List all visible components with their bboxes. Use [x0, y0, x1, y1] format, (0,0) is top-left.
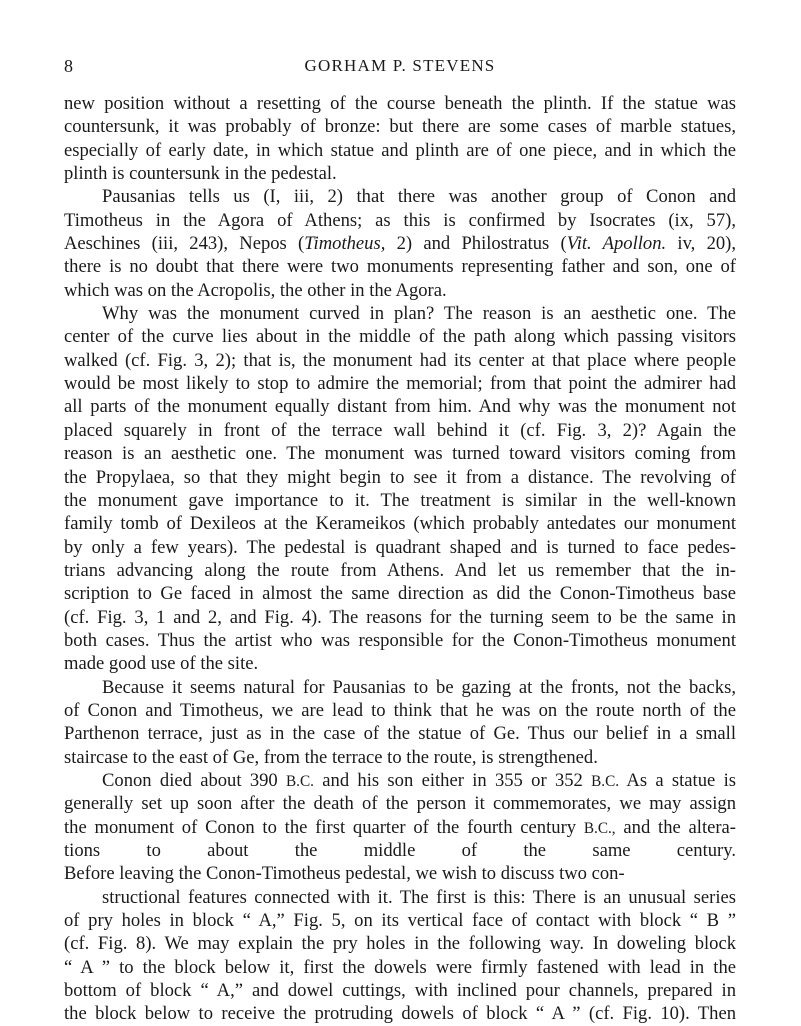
text-line	[64, 699, 736, 722]
text-run: trians advancing along the route from Athens. And let us remember that the in-	[64, 559, 736, 581]
text-run: the monument gave importance to it. The treatment is similar in the well-known	[64, 489, 736, 511]
text-line	[64, 209, 736, 232]
text-run: “ A ” to the block below it, first the dowels were firmly fastened with lead in the	[64, 956, 736, 978]
text-line	[64, 932, 736, 955]
text-line	[64, 792, 736, 815]
text-line	[64, 582, 736, 605]
text-line	[64, 956, 736, 979]
text-line	[64, 255, 736, 278]
text-run: Timotheus in the Agora of Athens; as this is confirmed by Isocrates (ix, 57),	[64, 209, 736, 231]
text-line	[64, 769, 736, 792]
text-line	[64, 419, 736, 442]
italic-text: Timotheus,	[304, 233, 386, 255]
text-line	[64, 442, 736, 465]
text-run: plinth is countersunk in the pedestal.	[64, 163, 337, 185]
text-line	[64, 629, 736, 652]
text-run: placed squarely in front of the terrace wall behind it (cf. Fig. 3, 2)? Again the	[64, 419, 736, 441]
text-line	[64, 92, 736, 115]
text-run: As a statue is	[619, 769, 736, 791]
text-run: 2) and Philostratus (	[385, 233, 567, 255]
text-run: made good use of the site.	[64, 653, 259, 675]
text-run: staircase to the east of Ge, from the terrace to the route, is strengthened.	[64, 746, 598, 768]
text-run: structional features connected with it. The first is this: There is an unusual series	[102, 886, 736, 908]
text-run: all parts of the monument equally distant from him. And why was the monument not	[64, 396, 736, 418]
text-line	[64, 466, 736, 489]
text-line	[64, 676, 736, 699]
text-run: both cases. Thus the artist who was responsible for the Conon-Timotheus monument	[64, 629, 736, 651]
text-line	[64, 395, 736, 418]
text-line	[64, 722, 736, 745]
small-caps-text: B.C.,	[583, 819, 616, 837]
text-line	[64, 536, 736, 559]
text-run: new position without a resetting of the course beneath the plinth. If the statue was	[64, 93, 736, 114]
text-line	[64, 115, 736, 138]
text-line	[64, 162, 736, 185]
text-run: which was on the Acropolis, the other in the Agora.	[64, 279, 447, 301]
text-run: reason is an aesthetic one. The monument was turned toward visitors coming from	[64, 443, 736, 465]
text-line	[64, 909, 736, 932]
text-run: the monument of Conon to the first quarter of the fourth century	[64, 816, 584, 838]
text-run: (cf. Fig. 3, 1 and 2, and Fig. 4). The reasons for the turning seem to be the same in	[64, 606, 736, 628]
body-text	[64, 92, 736, 1026]
text-run: especially of early date, in which statue and plinth are of one piece, and in which the	[64, 139, 736, 161]
text-run: Aeschines (iii, 243), Nepos (	[64, 233, 305, 255]
text-run: of pry holes in block “ A,” Fig. 5, on its vertical face of contact with block “ B ”	[64, 910, 736, 932]
page-number: 8	[64, 56, 73, 76]
text-run: Pausanias tells us (I, iii, 2) that there was another group of Conon and	[102, 186, 736, 208]
text-line	[64, 1002, 736, 1025]
text-run: countersunk, it was probably of bronze: but there are some cases of marble statues,	[64, 116, 736, 138]
text-line	[64, 325, 736, 348]
text-run: the block below to receive the protruding dowels of block “ A ” (cf. Fig. 10). Then	[64, 1003, 736, 1025]
text-run: generally set up soon after the death of the person it commemorates, we may assign	[64, 793, 736, 815]
text-line	[64, 372, 736, 395]
text-run: center of the curve lies about in the middle of the path along which passing visitors	[64, 326, 736, 348]
text-run: Parthenon terrace, just as in the case of the statue of Ge. Thus our belief in a small	[64, 723, 736, 745]
text-line	[64, 139, 736, 162]
text-line	[64, 279, 736, 302]
text-run: tions to about the middle of the same century.	[64, 840, 736, 861]
text-line	[64, 232, 736, 255]
small-caps-text: B.C.	[286, 772, 314, 790]
text-run: the Propylaea, so that they might begin to see it from a distance. The revolving of	[64, 466, 736, 488]
text-run: and the altera-	[615, 816, 736, 838]
text-line	[64, 349, 736, 372]
text-run: walked (cf. Fig. 3, 2); that is, the monument had its center at that place where people	[64, 349, 736, 371]
text-line	[64, 979, 736, 1002]
text-run: Because it seems natural for Pausanias to be gazing at the fronts, not the backs,	[102, 676, 736, 698]
text-line	[64, 606, 736, 629]
text-run: and his son either in 355 or 352	[313, 769, 592, 791]
small-caps-text: B.C.	[591, 772, 620, 790]
text-line	[64, 512, 736, 535]
text-line	[64, 302, 736, 325]
text-run: Why was the monument curved in plan? The reason is an aesthetic one. The	[102, 303, 736, 325]
text-run: by only a few years). The pedestal is quadrant shaped and is turned to face pedes-	[64, 536, 736, 558]
running-head: GORHAM P. STEVENS	[304, 56, 496, 75]
text-line	[64, 559, 736, 582]
text-run: iv, 20),	[666, 233, 736, 255]
text-line	[64, 839, 736, 862]
text-run: of Conon and Timotheus, we are lead to think that he was on the route north of the	[64, 699, 736, 721]
text-line	[64, 652, 736, 675]
text-run: scription to Ge faced in almost the same direction as did the Conon-Timotheus base	[64, 583, 736, 605]
text-line	[64, 185, 736, 208]
text-line	[64, 862, 736, 885]
text-run: (cf. Fig. 8). We may explain the pry holes in the following way. In doweling block	[64, 933, 736, 955]
text-run: there is no doubt that there were two monuments representing father and son, one of	[64, 256, 736, 278]
page-header	[64, 56, 736, 84]
text-run: would be most likely to stop to admire the memorial; from that point the admirer had	[64, 373, 736, 395]
italic-text: Vit. Apollon.	[566, 233, 667, 255]
text-run: Before leaving the Conon-Timotheus pedestal, we wish to discuss two con-	[64, 863, 625, 885]
text-line	[64, 746, 736, 769]
text-run: family tomb of Dexileos at the Kerameikos (which probably antedates our monument	[64, 513, 736, 535]
text-line	[64, 816, 736, 839]
text-line	[64, 886, 736, 909]
text-run: bottom of block “ A,” and dowel cuttings, with inclined pour channels, prepared in	[64, 980, 736, 1002]
text-line	[64, 489, 736, 512]
text-run: Conon died about 390	[102, 769, 287, 791]
